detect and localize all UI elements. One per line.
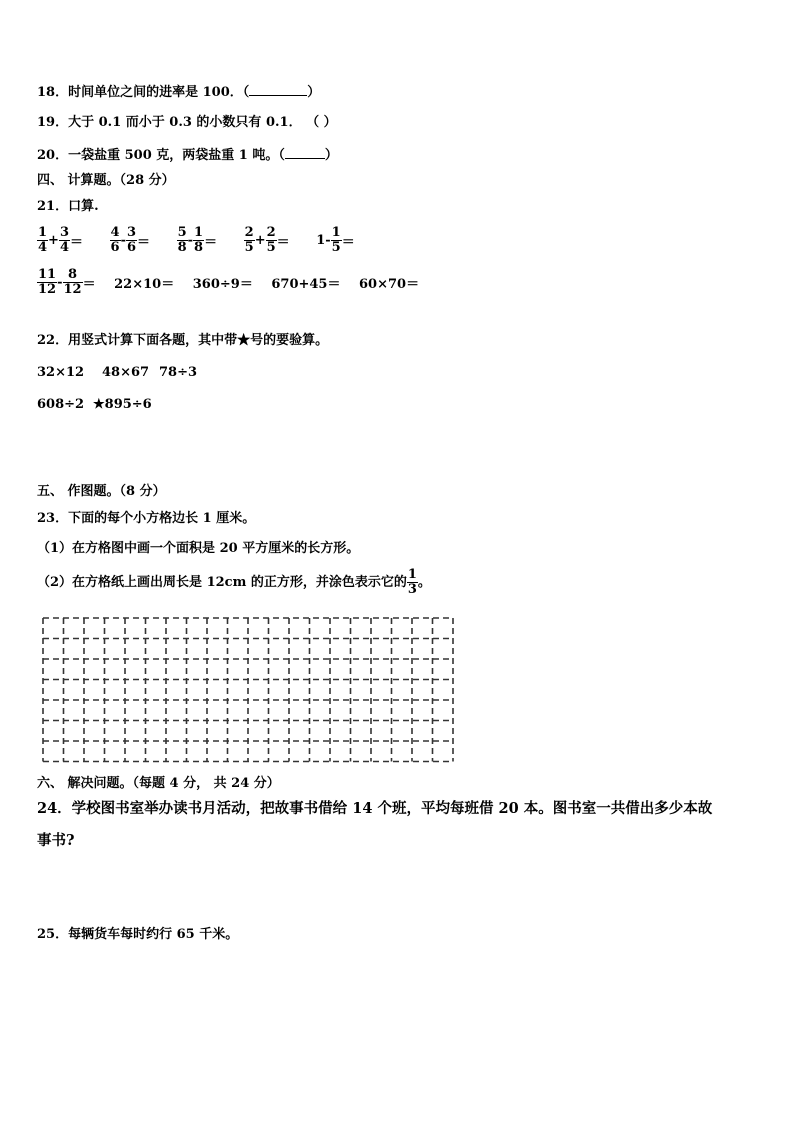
question-20: 20．一袋盐重 500 克，两袋盐重 1 吨。（ ） bbox=[37, 148, 338, 163]
fraction-expression: $\frac{11}{12}$ - $\frac{8}{12}$ ＝ bbox=[38, 267, 96, 297]
arithmetic-expression: 60×70＝ bbox=[359, 277, 420, 292]
question-23: 23．下面的每个小方格边长 1 厘米。 bbox=[37, 511, 256, 526]
question-25: 25．每辆货车每时约行 65 千米。 bbox=[37, 927, 239, 942]
fraction-expression: $\frac{1}{4}$ + $\frac{3}{4}$ ＝ bbox=[38, 225, 84, 255]
mental-math-row-2 bbox=[37, 268, 419, 297]
section-6-heading: 六、 解决问题。（每题 4 分， 共 24 分） bbox=[37, 776, 280, 791]
vertical-calc-item: ★895÷6 bbox=[93, 397, 152, 412]
question-22-row-1 bbox=[37, 365, 197, 381]
question-24-line-1: 24．学校图书室举办读书月活动，把故事书借给 14 个班，平均每班借 20 本。图书室一共借出多少本故 bbox=[37, 800, 713, 817]
question-22-row-2 bbox=[37, 397, 152, 413]
arithmetic-expression: 360÷9＝ bbox=[192, 277, 253, 292]
question-19: 19．大于 0.1 而小于 0.3 的小数只有 0.1． （ ） bbox=[37, 115, 337, 130]
arithmetic-expression: 22×10＝ bbox=[114, 277, 175, 292]
fraction-expression: $\frac{2}{5}$ + $\frac{2}{5}$ ＝ bbox=[244, 225, 290, 255]
fraction-expression: $\frac{5}{8}$ - $\frac{1}{8}$ ＝ bbox=[177, 225, 218, 255]
question-23-part-1: （1）在方格图中画一个面积是 20 平方厘米的长方形。 bbox=[37, 541, 360, 556]
section-4-heading: 四、 计算题。（28 分） bbox=[37, 173, 175, 188]
answer-blank[interactable] bbox=[249, 83, 307, 96]
question-24-line-2: 事书? bbox=[37, 832, 75, 849]
vertical-calc-item: 608÷2 bbox=[37, 397, 85, 412]
fraction: $\frac{1}{3}$ bbox=[407, 567, 417, 597]
fraction-expression: 1- $\frac{1}{5}$ ＝ bbox=[316, 225, 355, 255]
fraction-expression: $\frac{4}{6}$ - $\frac{3}{6}$ ＝ bbox=[110, 225, 151, 255]
question-21: 21．口算. bbox=[37, 199, 99, 214]
answer-blank[interactable] bbox=[285, 146, 325, 159]
vertical-calc-item: 78÷3 bbox=[159, 365, 198, 380]
question-18: 18．时间单位之间的进率是 100．（ ） bbox=[37, 85, 321, 100]
question-18-text: 18．时间单位之间的进率是 100．（ bbox=[37, 85, 250, 100]
question-20-text: 20．一袋盐重 500 克，两袋盐重 1 吨。（ bbox=[37, 148, 285, 163]
vertical-calc-item: 32×12 bbox=[37, 365, 85, 380]
vertical-calc-item: 48×67 bbox=[102, 365, 150, 380]
section-5-heading: 五、 作图题。（8 分） bbox=[37, 484, 166, 499]
arithmetic-expression: 670+45＝ bbox=[271, 277, 341, 292]
square-grid[interactable] bbox=[41, 615, 455, 763]
question-22: 22．用竖式计算下面各题，其中带★号的要验算。 bbox=[37, 333, 329, 348]
mental-math-row-1 bbox=[37, 226, 355, 255]
question-23-part-2: （2）在方格纸上画出周长是 12cm 的正方形，并涂色表示它的 $\frac{1}{3}$ 。 bbox=[37, 567, 431, 597]
